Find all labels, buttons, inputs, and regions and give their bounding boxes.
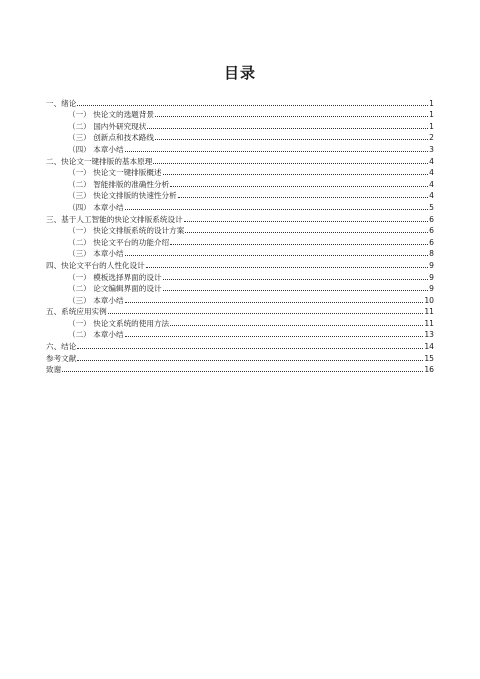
toc-entry-page: 4 — [429, 191, 434, 201]
dot-leader — [184, 221, 428, 222]
dot-leader — [62, 371, 423, 372]
dot-leader — [170, 325, 423, 326]
dot-leader — [125, 255, 429, 256]
toc-entry[interactable] — [46, 212, 434, 224]
toc-entry[interactable] — [46, 189, 434, 201]
toc-title: 目录 — [223, 64, 256, 82]
dot-leader — [170, 244, 428, 245]
toc-entry-page: 9 — [429, 284, 434, 294]
dot-leader — [108, 313, 424, 314]
toc-entry[interactable] — [46, 166, 434, 178]
toc-entry-label: （二） 智能排版的准确性分析 — [68, 179, 170, 189]
toc-entry-label: （一） 模板选择界面的设计 — [68, 272, 162, 282]
toc-entry-label: 四、快论文平台的人性化设计 — [46, 260, 145, 270]
toc-entry[interactable] — [46, 96, 434, 108]
toc-entry-page: 4 — [429, 179, 434, 189]
toc-entry[interactable] — [46, 351, 434, 363]
dot-leader — [125, 209, 429, 210]
toc-entry-label: （二） 国内外研究现状 — [68, 121, 147, 131]
toc-entry[interactable] — [46, 363, 434, 375]
toc-entry-page: 4 — [429, 168, 434, 178]
toc-entry-page: 4 — [429, 156, 434, 166]
toc-entry-label: （一） 快论文排版系统的设计方案 — [68, 226, 185, 236]
toc-entry[interactable] — [46, 200, 434, 212]
toc-entry-label: 一、绪论 — [46, 98, 77, 108]
toc-entry[interactable] — [46, 258, 434, 270]
toc-entry-page: 1 — [429, 110, 434, 120]
toc-entry-label: 致谢 — [46, 365, 62, 375]
toc-entry-page: 3 — [429, 144, 434, 154]
dot-leader — [77, 348, 423, 349]
toc-entry[interactable] — [46, 328, 434, 340]
toc-entry[interactable] — [46, 119, 434, 131]
toc-entry-label: （一） 快论文一键排版概述 — [68, 168, 162, 178]
toc-entry-page: 6 — [429, 214, 434, 224]
dot-leader — [163, 174, 429, 175]
toc-entry-page: 6 — [429, 237, 434, 247]
dot-leader — [125, 302, 424, 303]
dot-leader — [185, 232, 428, 233]
dot-leader — [77, 360, 423, 361]
toc-entry-page: 10 — [424, 295, 434, 305]
toc-entry[interactable] — [46, 305, 434, 317]
toc-entry-label: 参考文献 — [46, 353, 77, 363]
toc-entry[interactable] — [46, 293, 434, 305]
toc-entry-label: 三、基于人工智能的快论文排版系统设计 — [46, 214, 183, 224]
toc-entry-label: （四） 本章小结 — [68, 144, 124, 154]
toc-entry-page: 2 — [429, 133, 434, 143]
dot-leader — [170, 186, 428, 187]
toc-entry-label: （三） 快论文排版的快速性分析 — [68, 191, 177, 201]
toc-entry-label: （一） 快论文的选题背景 — [68, 110, 154, 120]
dot-leader — [153, 163, 428, 164]
toc-entry-page: 1 — [429, 98, 434, 108]
toc-entry-label: 二、快论文一键排版的基本原理 — [46, 156, 153, 166]
toc-entry-page: 9 — [429, 260, 434, 270]
toc-entry-page: 15 — [424, 353, 434, 363]
toc-entry-label: 六、结论 — [46, 342, 77, 352]
toc-entry[interactable] — [46, 247, 434, 259]
toc-entry-label: （三） 本章小结 — [68, 249, 124, 259]
toc-entry-page: 1 — [429, 121, 434, 131]
dot-leader — [125, 151, 429, 152]
toc-entry-label: （四） 本章小结 — [68, 202, 124, 212]
toc-entry-page: 16 — [424, 365, 434, 375]
toc-entry[interactable] — [46, 108, 434, 120]
dot-leader — [163, 279, 429, 280]
toc-entry-label: （二） 本章小结 — [68, 330, 124, 340]
toc-list — [46, 96, 434, 374]
toc-entry[interactable] — [46, 131, 434, 143]
toc-entry[interactable] — [46, 224, 434, 236]
toc-entry-page: 11 — [424, 307, 434, 317]
toc-entry-page: 11 — [424, 318, 434, 328]
toc-entry-label: 五、系统应用实例 — [46, 307, 107, 317]
toc-entry[interactable] — [46, 142, 434, 154]
toc-entry-page: 8 — [429, 249, 434, 259]
dot-leader — [125, 336, 424, 337]
dot-leader — [147, 128, 428, 129]
toc-entry[interactable] — [46, 339, 434, 351]
toc-entry-label: （一） 快论文系统的使用方法 — [68, 318, 170, 328]
toc-entry-label: （二） 快论文平台的功能介绍 — [68, 237, 170, 247]
toc-entry-page: 5 — [429, 202, 434, 212]
toc-entry[interactable] — [46, 154, 434, 166]
toc-entry[interactable] — [46, 270, 434, 282]
dot-leader — [178, 197, 428, 198]
toc-entry[interactable] — [46, 282, 434, 294]
dot-leader — [155, 139, 428, 140]
toc-entry[interactable] — [46, 177, 434, 189]
dot-leader — [163, 290, 429, 291]
toc-entry[interactable] — [46, 316, 434, 328]
toc-entry[interactable] — [46, 235, 434, 247]
toc-entry-page: 14 — [424, 342, 434, 352]
toc-entry-page: 6 — [429, 226, 434, 236]
toc-entry-label: （三） 本章小结 — [68, 295, 124, 305]
toc-entry-label: （三） 创新点和技术路线 — [68, 133, 154, 143]
dot-leader — [146, 267, 428, 268]
toc-entry-page: 9 — [429, 272, 434, 282]
dot-leader — [77, 105, 428, 106]
toc-entry-page: 13 — [424, 330, 434, 340]
toc-entry-label: （二） 论文编辑界面的设计 — [68, 284, 162, 294]
dot-leader — [155, 116, 428, 117]
